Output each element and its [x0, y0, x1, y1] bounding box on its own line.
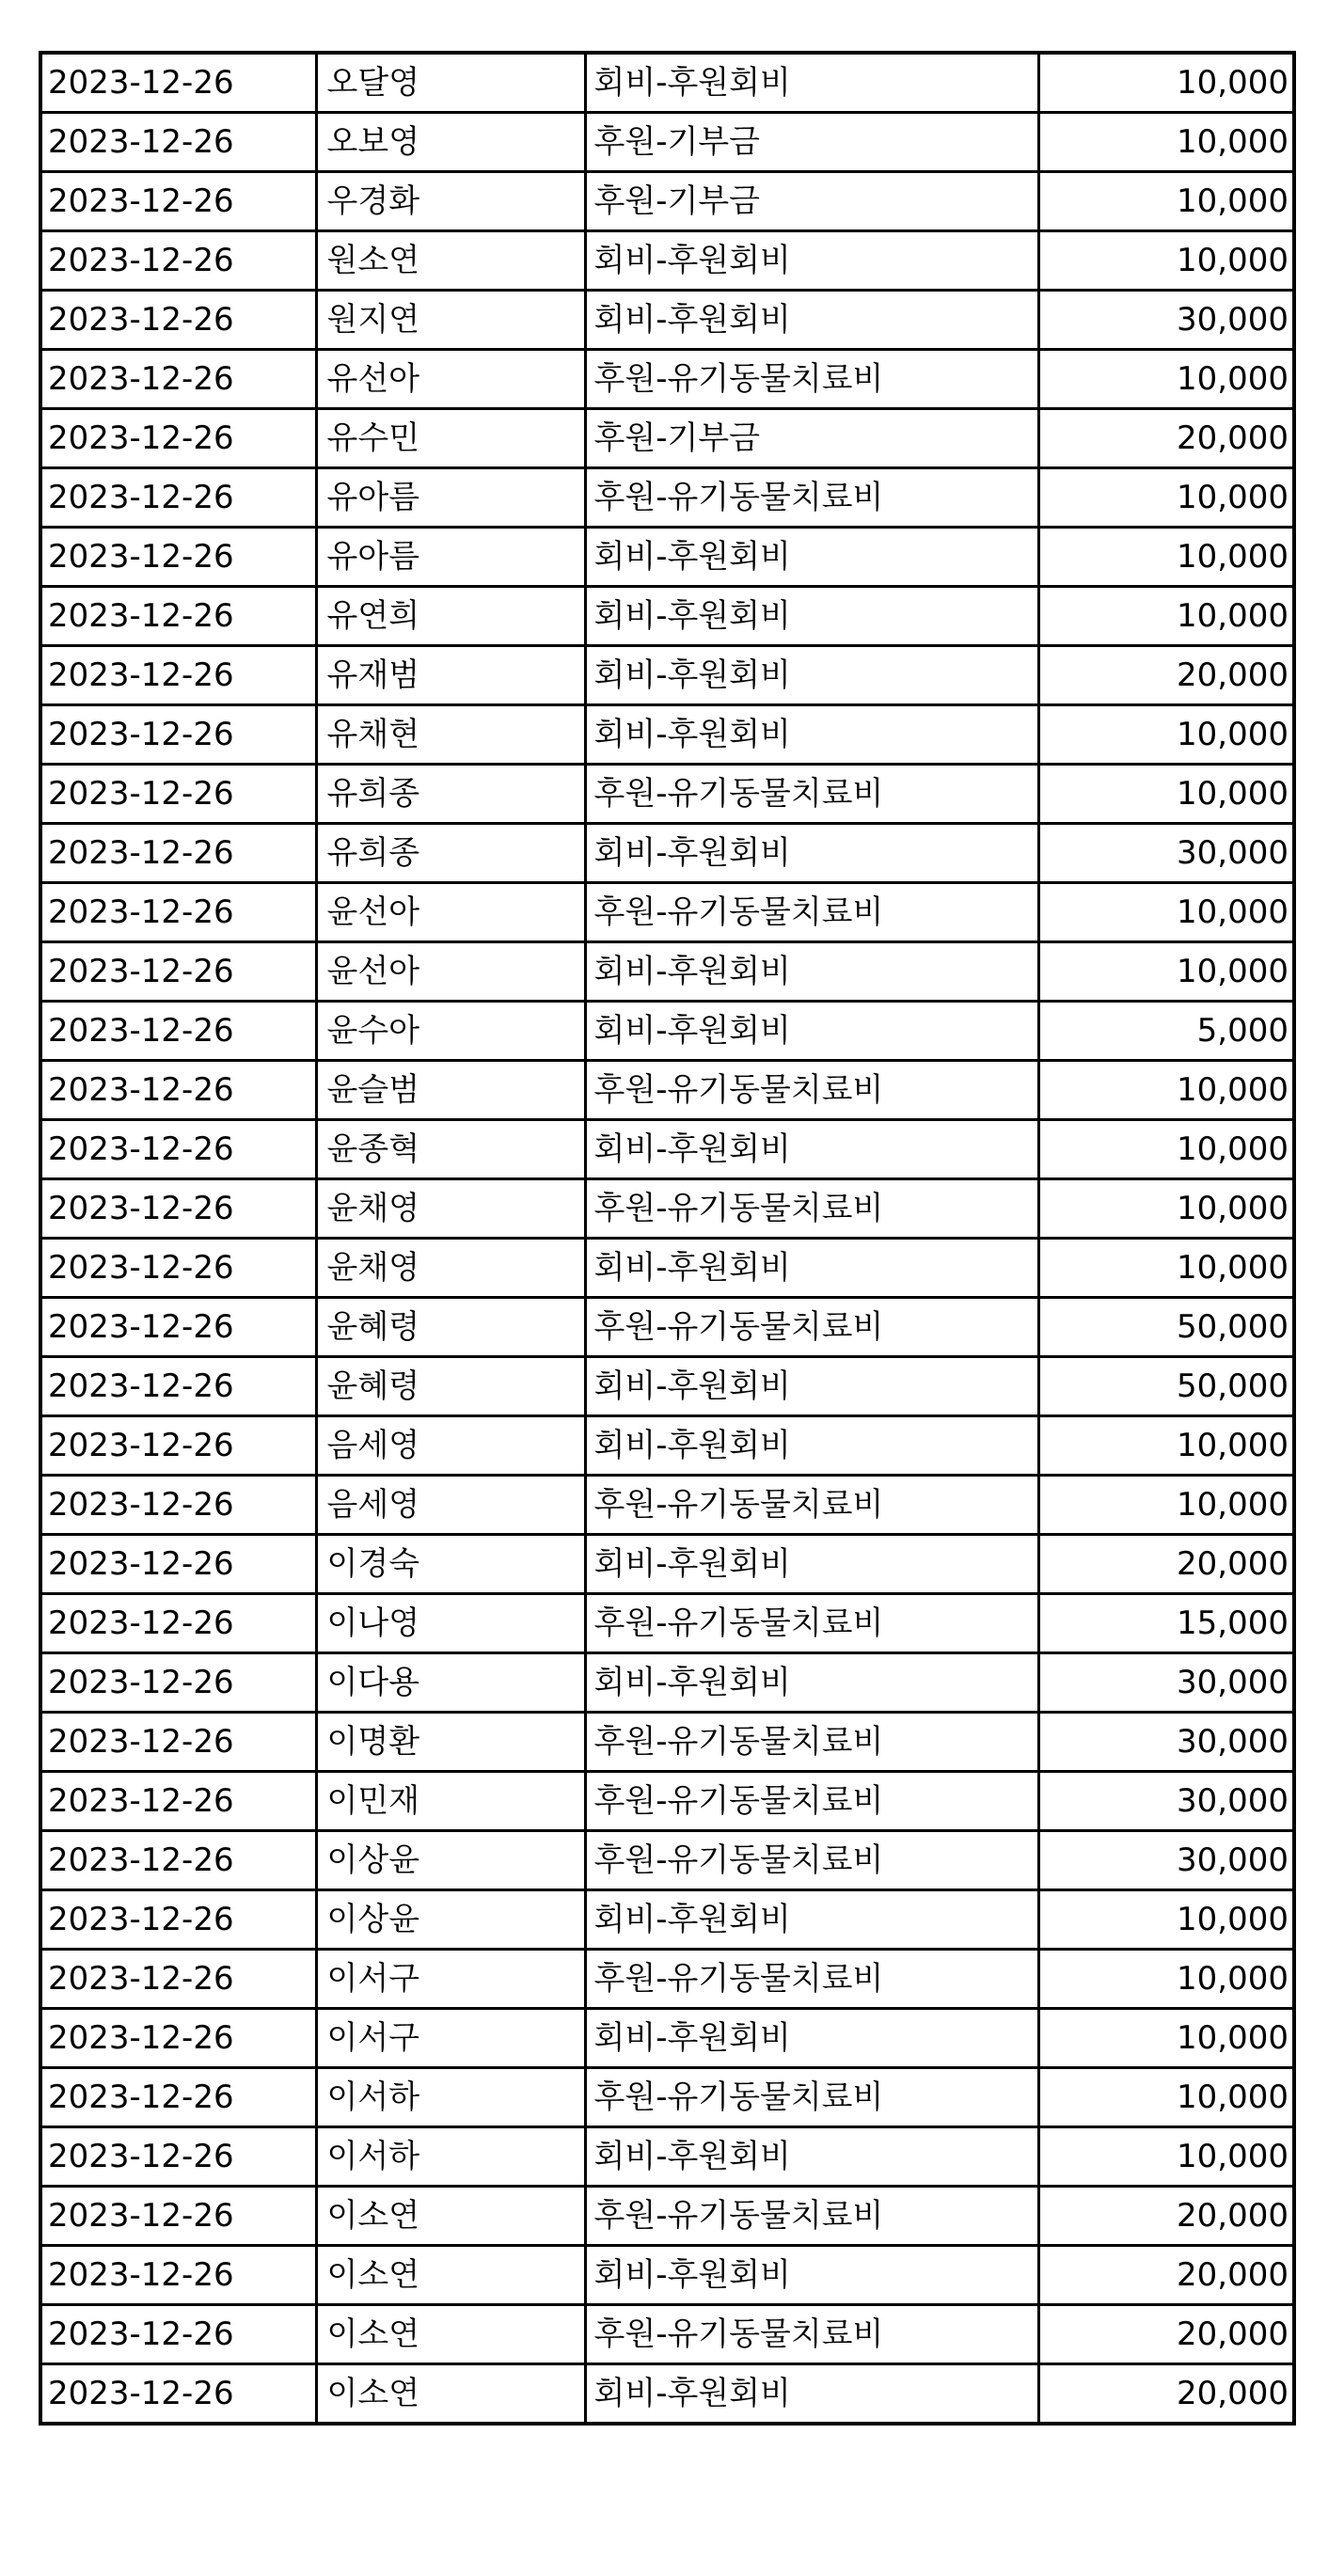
amount-cell: 30,000: [1038, 291, 1294, 350]
table-row: [40, 646, 1294, 705]
donor-name-cell: 이소연: [316, 2187, 585, 2246]
category-cell: 후원-유기동물치료비: [585, 883, 1038, 942]
table-row: [40, 528, 1294, 587]
date-cell: 2023-12-26: [40, 1594, 316, 1653]
amount-cell: 10,000: [1038, 942, 1294, 1002]
date-cell: 2023-12-26: [40, 1416, 316, 1476]
donor-name-cell: 원소연: [316, 231, 585, 291]
donor-name-cell: 오달영: [316, 53, 585, 113]
category-cell: 회비-후원회비: [585, 2246, 1038, 2305]
amount-cell: 10,000: [1038, 1416, 1294, 1476]
amount-cell: 15,000: [1038, 1594, 1294, 1653]
donor-name-cell: 유희종: [316, 765, 585, 824]
category-cell: 후원-유기동물치료비: [585, 1831, 1038, 1890]
donor-name-cell: 이상윤: [316, 1831, 585, 1890]
amount-cell: 10,000: [1038, 468, 1294, 528]
category-cell: 회비-후원회비: [585, 291, 1038, 350]
donor-name-cell: 윤혜령: [316, 1357, 585, 1416]
donor-name-cell: 이서하: [316, 2068, 585, 2127]
amount-cell: 10,000: [1038, 765, 1294, 824]
table-row: [40, 468, 1294, 528]
table-row: [40, 824, 1294, 883]
donor-name-cell: 이소연: [316, 2246, 585, 2305]
amount-cell: 20,000: [1038, 409, 1294, 468]
category-cell: 회비-후원회비: [585, 2009, 1038, 2068]
amount-cell: 10,000: [1038, 1179, 1294, 1239]
date-cell: 2023-12-26: [40, 2187, 316, 2246]
amount-cell: 10,000: [1038, 1950, 1294, 2009]
table-row: [40, 2364, 1294, 2425]
amount-cell: 10,000: [1038, 587, 1294, 646]
category-cell: 후원-유기동물치료비: [585, 2187, 1038, 2246]
donor-name-cell: 유수민: [316, 409, 585, 468]
table-row: [40, 2009, 1294, 2068]
table-row: [40, 1772, 1294, 1831]
donor-name-cell: 윤혜령: [316, 1298, 585, 1357]
donor-name-cell: 유재범: [316, 646, 585, 705]
category-cell: 후원-유기동물치료비: [585, 350, 1038, 409]
date-cell: 2023-12-26: [40, 765, 316, 824]
table-row: [40, 1357, 1294, 1416]
date-cell: 2023-12-26: [40, 2068, 316, 2127]
amount-cell: 20,000: [1038, 2364, 1294, 2425]
amount-cell: 20,000: [1038, 2305, 1294, 2364]
table-row: [40, 53, 1294, 113]
category-cell: 회비-후원회비: [585, 646, 1038, 705]
table-row: [40, 765, 1294, 824]
amount-cell: 10,000: [1038, 1890, 1294, 1950]
date-cell: 2023-12-26: [40, 113, 316, 172]
date-cell: 2023-12-26: [40, 1831, 316, 1890]
donor-name-cell: 유선아: [316, 350, 585, 409]
date-cell: 2023-12-26: [40, 1357, 316, 1416]
table-row: [40, 1239, 1294, 1298]
date-cell: 2023-12-26: [40, 1120, 316, 1179]
donor-name-cell: 윤채영: [316, 1239, 585, 1298]
donor-name-cell: 윤선아: [316, 883, 585, 942]
date-cell: 2023-12-26: [40, 1298, 316, 1357]
date-cell: 2023-12-26: [40, 942, 316, 1002]
category-cell: 후원-유기동물치료비: [585, 765, 1038, 824]
category-cell: 회비-후원회비: [585, 1002, 1038, 1061]
date-cell: 2023-12-26: [40, 1890, 316, 1950]
category-cell: 회비-후원회비: [585, 824, 1038, 883]
category-cell: 회비-후원회비: [585, 1653, 1038, 1713]
date-cell: 2023-12-26: [40, 409, 316, 468]
donor-name-cell: 이서구: [316, 1950, 585, 2009]
donor-name-cell: 이다용: [316, 1653, 585, 1713]
donor-name-cell: 유아름: [316, 528, 585, 587]
table-row: [40, 2187, 1294, 2246]
amount-cell: 20,000: [1038, 646, 1294, 705]
date-cell: 2023-12-26: [40, 883, 316, 942]
amount-cell: 10,000: [1038, 1476, 1294, 1535]
donor-name-cell: 유채현: [316, 705, 585, 765]
table-row: [40, 1061, 1294, 1120]
donor-name-cell: 이나영: [316, 1594, 585, 1653]
date-cell: 2023-12-26: [40, 2246, 316, 2305]
date-cell: 2023-12-26: [40, 1179, 316, 1239]
amount-cell: 10,000: [1038, 2009, 1294, 2068]
date-cell: 2023-12-26: [40, 1713, 316, 1772]
amount-cell: 10,000: [1038, 1239, 1294, 1298]
table-row: [40, 1594, 1294, 1653]
category-cell: 회비-후원회비: [585, 705, 1038, 765]
category-cell: 회비-후원회비: [585, 942, 1038, 1002]
amount-cell: 50,000: [1038, 1298, 1294, 1357]
date-cell: 2023-12-26: [40, 824, 316, 883]
amount-cell: 10,000: [1038, 883, 1294, 942]
amount-cell: 5,000: [1038, 1002, 1294, 1061]
table-row: [40, 1476, 1294, 1535]
category-cell: 후원-유기동물치료비: [585, 2305, 1038, 2364]
table-row: [40, 1653, 1294, 1713]
category-cell: 후원-유기동물치료비: [585, 1179, 1038, 1239]
category-cell: 후원-유기동물치료비: [585, 1476, 1038, 1535]
date-cell: 2023-12-26: [40, 1002, 316, 1061]
amount-cell: 10,000: [1038, 53, 1294, 113]
table-row: [40, 291, 1294, 350]
category-cell: 후원-유기동물치료비: [585, 1772, 1038, 1831]
amount-cell: 20,000: [1038, 2187, 1294, 2246]
category-cell: 회비-후원회비: [585, 1535, 1038, 1594]
table-row: [40, 1950, 1294, 2009]
donation-ledger-table: [39, 51, 1296, 2426]
donor-name-cell: 유희종: [316, 824, 585, 883]
donor-name-cell: 이서하: [316, 2127, 585, 2187]
category-cell: 후원-기부금: [585, 409, 1038, 468]
category-cell: 후원-유기동물치료비: [585, 1594, 1038, 1653]
category-cell: 회비-후원회비: [585, 1890, 1038, 1950]
table-row: [40, 942, 1294, 1002]
donor-name-cell: 윤수아: [316, 1002, 585, 1061]
donor-name-cell: 음세영: [316, 1416, 585, 1476]
category-cell: 회비-후원회비: [585, 528, 1038, 587]
category-cell: 회비-후원회비: [585, 2127, 1038, 2187]
table-row: [40, 1179, 1294, 1239]
date-cell: 2023-12-26: [40, 468, 316, 528]
table-row: [40, 350, 1294, 409]
donor-name-cell: 이서구: [316, 2009, 585, 2068]
amount-cell: 30,000: [1038, 1653, 1294, 1713]
amount-cell: 30,000: [1038, 1772, 1294, 1831]
amount-cell: 20,000: [1038, 1535, 1294, 1594]
table-row: [40, 1416, 1294, 1476]
category-cell: 후원-기부금: [585, 113, 1038, 172]
table-row: [40, 409, 1294, 468]
table-row: [40, 1002, 1294, 1061]
category-cell: 후원-유기동물치료비: [585, 1950, 1038, 2009]
table-row: [40, 1890, 1294, 1950]
donor-name-cell: 이민재: [316, 1772, 585, 1831]
amount-cell: 10,000: [1038, 705, 1294, 765]
category-cell: 회비-후원회비: [585, 1357, 1038, 1416]
amount-cell: 10,000: [1038, 2068, 1294, 2127]
amount-cell: 10,000: [1038, 231, 1294, 291]
date-cell: 2023-12-26: [40, 1772, 316, 1831]
date-cell: 2023-12-26: [40, 2127, 316, 2187]
donor-name-cell: 이명환: [316, 1713, 585, 1772]
amount-cell: 10,000: [1038, 1061, 1294, 1120]
category-cell: 후원-기부금: [585, 172, 1038, 231]
category-cell: 회비-후원회비: [585, 2364, 1038, 2425]
donor-name-cell: 윤선아: [316, 942, 585, 1002]
date-cell: 2023-12-26: [40, 1535, 316, 1594]
amount-cell: 10,000: [1038, 2127, 1294, 2187]
ledger-body: [40, 53, 1294, 2424]
donor-name-cell: 윤채영: [316, 1179, 585, 1239]
table-row: [40, 587, 1294, 646]
amount-cell: 30,000: [1038, 824, 1294, 883]
date-cell: 2023-12-26: [40, 2305, 316, 2364]
date-cell: 2023-12-26: [40, 1653, 316, 1713]
donor-name-cell: 오보영: [316, 113, 585, 172]
category-cell: 회비-후원회비: [585, 1239, 1038, 1298]
donor-name-cell: 이소연: [316, 2364, 585, 2425]
table-row: [40, 2127, 1294, 2187]
date-cell: 2023-12-26: [40, 528, 316, 587]
category-cell: 후원-유기동물치료비: [585, 1713, 1038, 1772]
amount-cell: 10,000: [1038, 528, 1294, 587]
donor-name-cell: 유아름: [316, 468, 585, 528]
date-cell: 2023-12-26: [40, 587, 316, 646]
table-row: [40, 1831, 1294, 1890]
donor-name-cell: 원지연: [316, 291, 585, 350]
donor-name-cell: 윤종혁: [316, 1120, 585, 1179]
amount-cell: 10,000: [1038, 1120, 1294, 1179]
date-cell: 2023-12-26: [40, 2009, 316, 2068]
date-cell: 2023-12-26: [40, 231, 316, 291]
date-cell: 2023-12-26: [40, 1476, 316, 1535]
donor-name-cell: 유연희: [316, 587, 585, 646]
category-cell: 후원-유기동물치료비: [585, 1298, 1038, 1357]
donor-name-cell: 윤슬범: [316, 1061, 585, 1120]
date-cell: 2023-12-26: [40, 705, 316, 765]
table-row: [40, 2246, 1294, 2305]
date-cell: 2023-12-26: [40, 291, 316, 350]
donor-name-cell: 이상윤: [316, 1890, 585, 1950]
date-cell: 2023-12-26: [40, 1061, 316, 1120]
category-cell: 회비-후원회비: [585, 587, 1038, 646]
amount-cell: 10,000: [1038, 172, 1294, 231]
donor-name-cell: 우경화: [316, 172, 585, 231]
category-cell: 회비-후원회비: [585, 1120, 1038, 1179]
date-cell: 2023-12-26: [40, 172, 316, 231]
category-cell: 후원-유기동물치료비: [585, 1061, 1038, 1120]
table-row: [40, 1713, 1294, 1772]
table-row: [40, 172, 1294, 231]
table-row: [40, 1535, 1294, 1594]
category-cell: 후원-유기동물치료비: [585, 2068, 1038, 2127]
date-cell: 2023-12-26: [40, 1239, 316, 1298]
date-cell: 2023-12-26: [40, 53, 316, 113]
table-row: [40, 883, 1294, 942]
date-cell: 2023-12-26: [40, 646, 316, 705]
donor-name-cell: 이소연: [316, 2305, 585, 2364]
amount-cell: 30,000: [1038, 1713, 1294, 1772]
table-row: [40, 1298, 1294, 1357]
date-cell: 2023-12-26: [40, 350, 316, 409]
table-row: [40, 705, 1294, 765]
amount-cell: 30,000: [1038, 1831, 1294, 1890]
amount-cell: 50,000: [1038, 1357, 1294, 1416]
table-row: [40, 113, 1294, 172]
category-cell: 회비-후원회비: [585, 53, 1038, 113]
date-cell: 2023-12-26: [40, 1950, 316, 2009]
category-cell: 회비-후원회비: [585, 231, 1038, 291]
amount-cell: 10,000: [1038, 113, 1294, 172]
table-row: [40, 1120, 1294, 1179]
table-row: [40, 2305, 1294, 2364]
donor-name-cell: 이경숙: [316, 1535, 585, 1594]
date-cell: 2023-12-26: [40, 2364, 316, 2425]
donor-name-cell: 음세영: [316, 1476, 585, 1535]
category-cell: 회비-후원회비: [585, 1416, 1038, 1476]
amount-cell: 20,000: [1038, 2246, 1294, 2305]
table-row: [40, 231, 1294, 291]
table-row: [40, 2068, 1294, 2127]
amount-cell: 10,000: [1038, 350, 1294, 409]
category-cell: 후원-유기동물치료비: [585, 468, 1038, 528]
